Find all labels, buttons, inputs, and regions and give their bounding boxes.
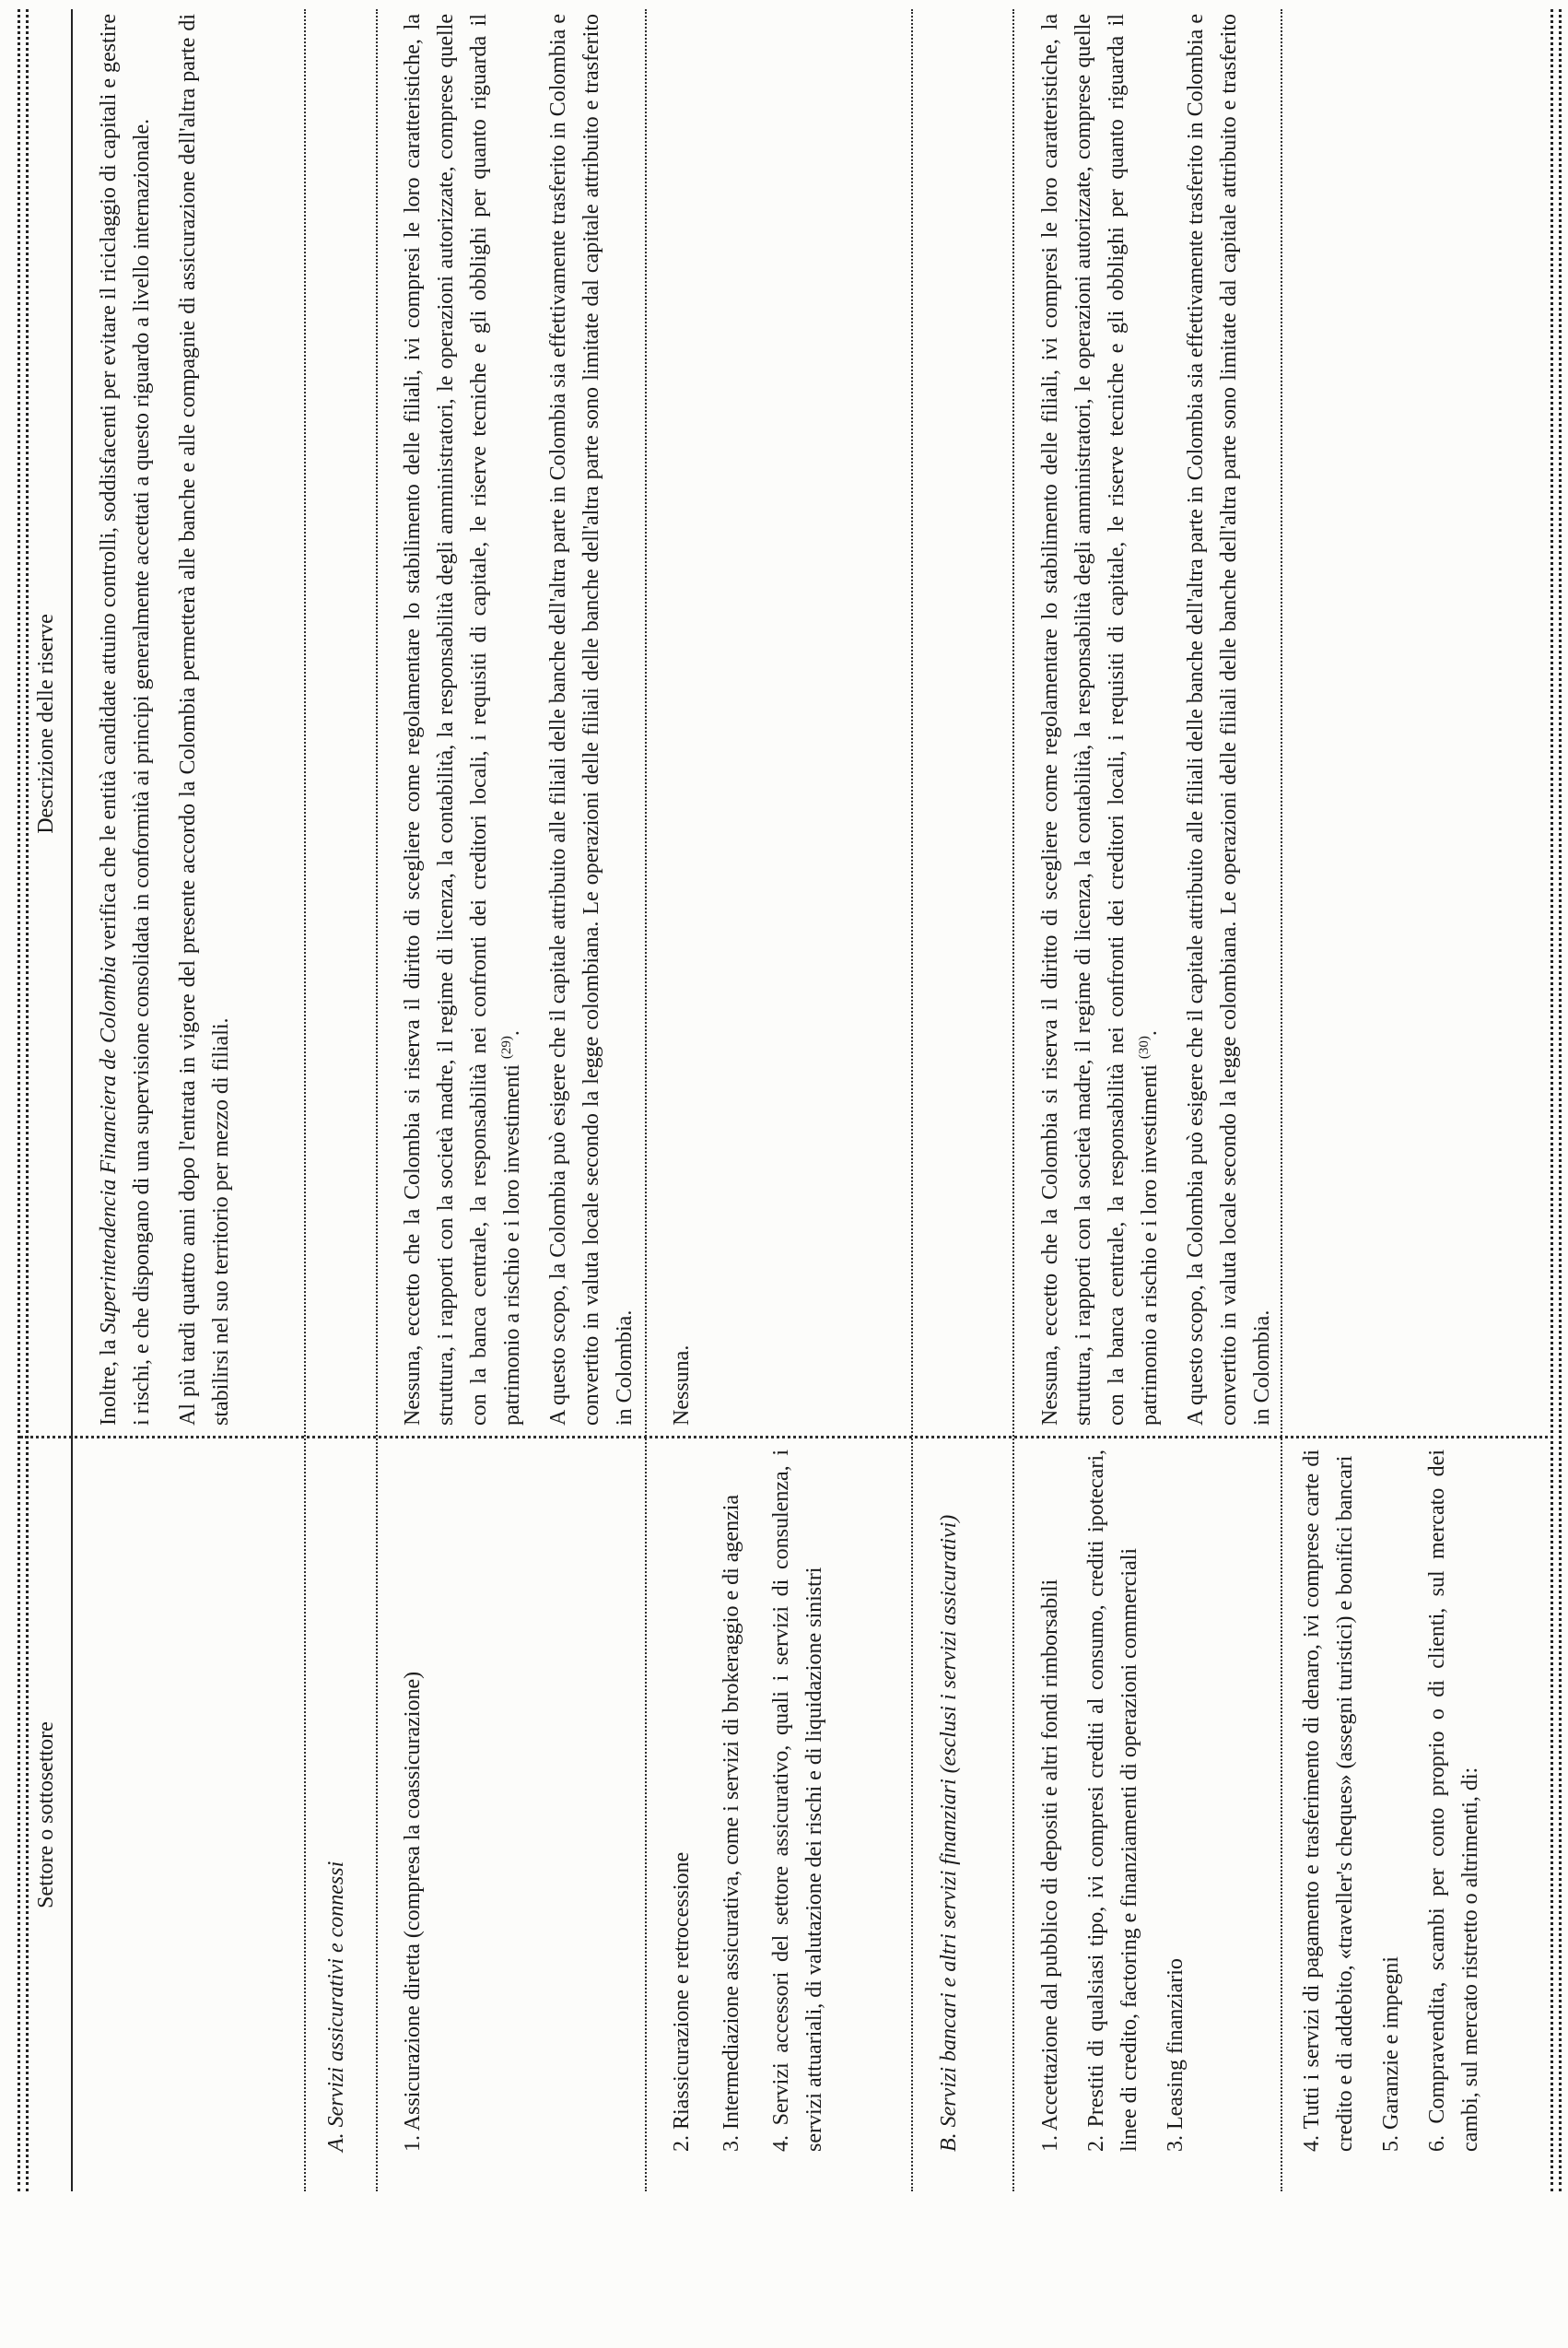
- rows-b4-b6-sector: [1295, 1450, 1500, 2152]
- text-run: Inoltre, la: [97, 1333, 121, 1426]
- institution-name: Superintendencia Financiera de Colombia: [97, 956, 121, 1334]
- rows-b1-b3-sector: [1034, 1450, 1205, 2152]
- text-run: .: [1138, 1030, 1162, 1037]
- sector-item: 3. Intermediazione assicurativa, come i servizi di brokeraggio e di agenzia: [720, 1494, 743, 2152]
- sector-item: 3. Leasing finanziario: [1164, 1958, 1188, 2152]
- text-run: Nessuna, eccetto che la Colombia si riserva il diritto di scegliere come regolamentare lo stabilimento delle filiali, ivi compresi le loro caratteristiche, la struttura, i rapporti con la società madre, il regime di licenza, la contabilità, la responsabilità degli amministratori, le operazioni autorizzate, comprese quelle con la banca centrale, la responsabilità nei confronti dei creditori locali, i requisiti di capitale, le riserve tecniche e gli obblighi per quanto riguarda il patrimonio a rischio e i loro investimenti: [1038, 14, 1162, 1426]
- column-header-sector: [29, 1438, 63, 2191]
- row-separator: [911, 9, 913, 2191]
- row-separator: [645, 9, 647, 2191]
- text-run: verifica che le entità candidate attuino controlli, soddisfacenti per evitare il riciclaggio di capitali e gestire i rischi, e che dispongano di una supervisione consolidata in conformità ai principi generalmente accettati a questo riguardo a livello internazionale.: [97, 13, 154, 1426]
- paragraph: [1034, 14, 1166, 1426]
- sector-item: 1. Accettazione dal pubblico di depositi e altri fondi rimborsabili: [1038, 1579, 1062, 2152]
- text-run: .: [500, 1030, 524, 1037]
- column-header-sector-label: Settore o sottosettore: [34, 1721, 58, 1908]
- sector-item: 5. Garanzie e impegni: [1379, 1956, 1403, 2152]
- text-run: Nessuna, eccetto che la Colombia si riserva il diritto di scegliere come regolamentare lo stabilimento delle filiali, ivi compresi le loro caratteristiche, la struttura, i rapporti con la società madre, il regime di licenza, la contabilità, la responsabilità degli amministratori, le operazioni autorizzate, comprese quelle con la banca centrale, la responsabilità nei confronti dei creditori locali, i requisiti di capitale, le riserve tecniche e gli obblighi per quanto riguarda il patrimonio a rischio e i loro investimenti: [401, 14, 524, 1426]
- row-a2-description: [665, 14, 698, 1426]
- row-a1-description: [396, 14, 641, 1426]
- rows-b1-b3-description: [1034, 14, 1279, 1426]
- footnote-reference: (30): [1137, 1036, 1152, 1060]
- section-a-heading-label: A. Servizi assicurativi e connessi: [324, 1861, 348, 2152]
- section-b-heading-label: B. Servizi bancari e altri servizi finanziari (esclusi i servizi assicurativi): [937, 1514, 961, 2152]
- row-separator: [1012, 9, 1014, 2191]
- paragraph: [92, 14, 158, 1426]
- sector-item: 2. Prestiti di qualsiasi tipo, ivi compresi crediti al consumo, crediti ipotecari, linee di credito, factoring e finanziamenti di operazioni commerciali: [1084, 1450, 1141, 2152]
- paragraph: [396, 14, 529, 1426]
- section-a-heading: [320, 1450, 353, 2152]
- column-header-reserves: [29, 9, 63, 1438]
- paragraph: Nessuna.: [670, 1344, 694, 1426]
- sector-item: 4. Servizi accessori del settore assicurativo, quali i servizi di consulenza, i servizi attuariali, di valutazione dei rischi e di liquidazione sinistri: [769, 1450, 826, 2152]
- sector-item: 6. Compravendita, scambi per conto proprio o di clienti, sul mercato dei cambi, sul mercato ristretto o altrimenti, di:: [1425, 1450, 1482, 2152]
- header-bottom-rule: [71, 9, 73, 2191]
- table-bottom-rule: [1550, 9, 1562, 2191]
- column-separator-rule: [20, 1436, 1553, 1438]
- row-separator: [376, 9, 378, 2191]
- paragraph: Al più tardi quattro anni dopo l'entrata in vigore del presente accordo la Colombia permetterà alle banche e alle compagnie di assicurazione dell'altra parte di stabilirsi nel suo territorio per mezzo di filiali.: [176, 14, 233, 1426]
- paragraph: A questo scopo, la Colombia può esigere che il capitale attribuito alle filiali delle banche dell'altra parte in Colombia sia effettivamente trasferito in Colombia e convertito in valuta locale secondo la legge colombiana. Le operazioni delle filiali delle banche dell'altra parte sono limitate dal capitale attribuito e trasferito in Colombia.: [1184, 14, 1274, 1426]
- sector-item: 4. Tutti i servizi di pagamento e trasferimento di denaro, ivi comprese carte di credito e di addebito, «traveller's cheques» (assegni turistici) e bonifici bancari: [1300, 1450, 1357, 2152]
- paragraph: A questo scopo, la Colombia può esigere che il capitale attribuito alle filiali delle banche dell'altra parte in Colombia sia effettivamente trasferito in Colombia e convertito in valuta locale secondo la legge colombiana. Le operazioni delle filiali delle banche dell'altra parte sono limitate dal capitale attribuito e trasferito in Colombia.: [546, 14, 637, 1426]
- rows-a2-a4-sector: [665, 1450, 844, 2152]
- sector-item: 2. Riassicurazione e retrocessione: [670, 1851, 694, 2152]
- section-b-heading: [932, 1450, 965, 2152]
- row-a1-sector: [396, 1450, 442, 2152]
- row-separator: [1281, 9, 1282, 2191]
- column-header-reserves-label: Descrizione delle riserve: [34, 614, 58, 834]
- table-top-rule: [18, 9, 29, 2191]
- footnote-reference: (29): [499, 1036, 514, 1060]
- sector-item: 1. Assicurazione diretta (compresa la coassicurazione): [401, 1671, 425, 2152]
- row-separator: [304, 9, 306, 2191]
- continuation-row-description: [92, 14, 238, 1426]
